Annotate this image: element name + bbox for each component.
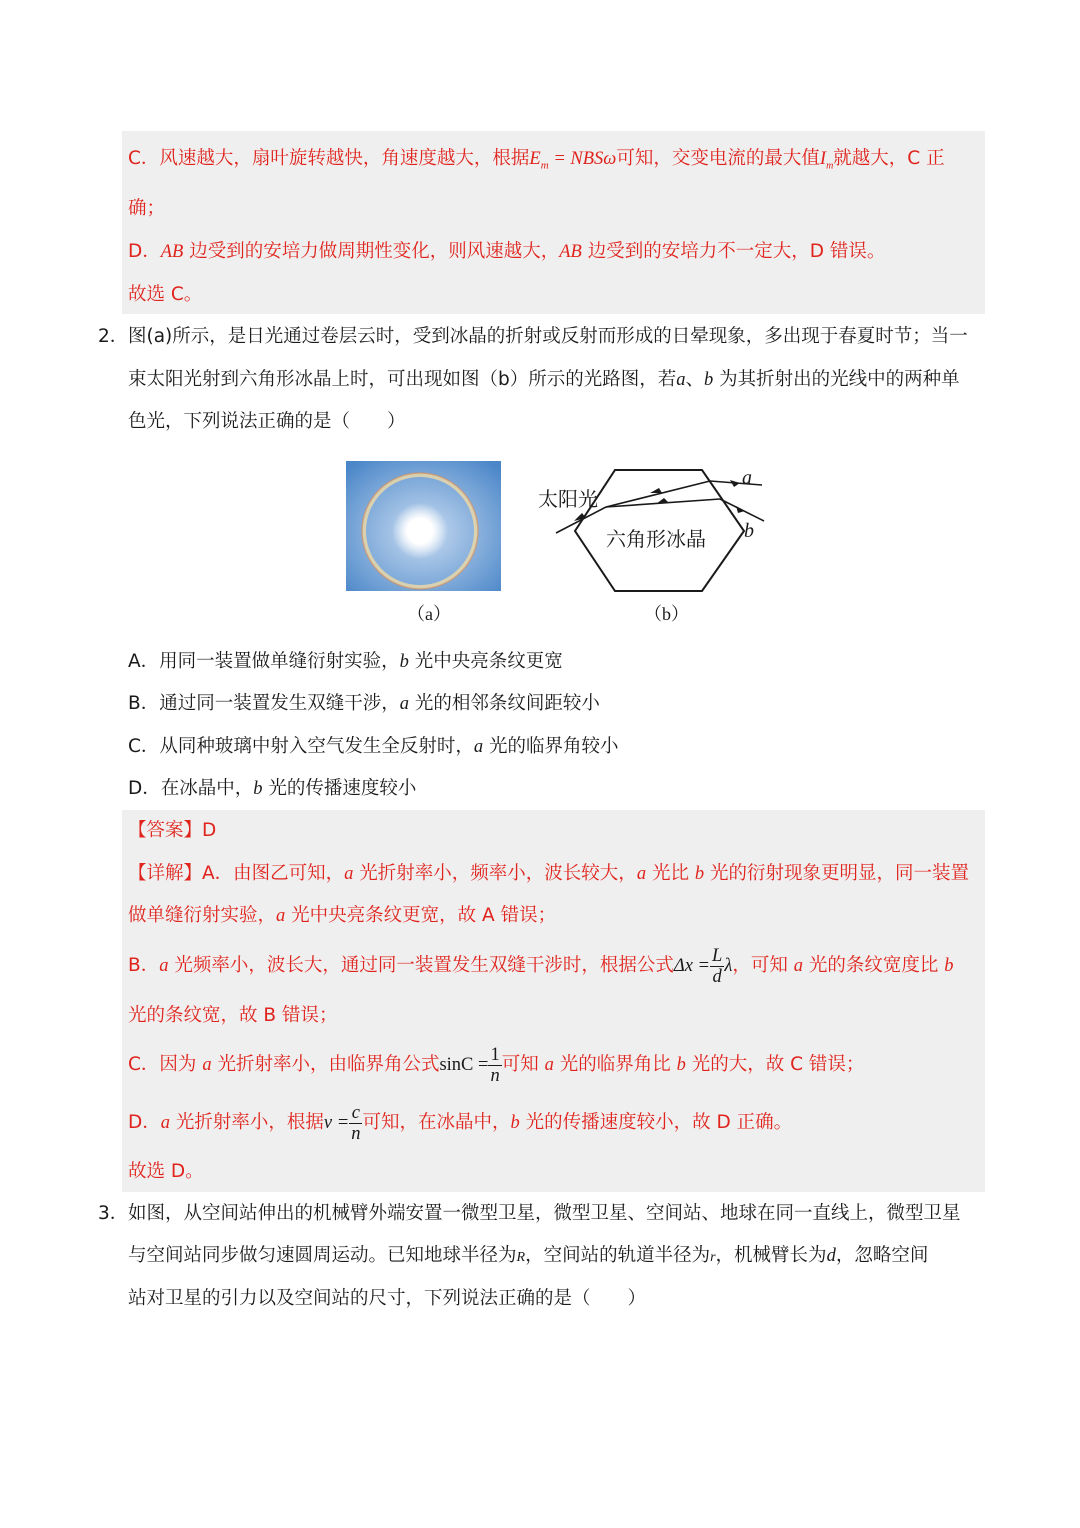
crystal-label: 六角形冰晶 (606, 527, 706, 551)
q2-detail-line1: 【详解】A．由图乙可知，a 光折射率小，频率小，波长较大，a 光比 b 光的衍射现象更明显，同一装置 (128, 863, 969, 884)
q2-detail-line3: B．a 光频率小，波长大，通过同一装置发生双缝干涉时，根据公式Δx = $\frac{L}{d}$ λ，可知 a 光的条纹宽度比 b (128, 946, 954, 988)
sun-halo-photo (346, 461, 501, 591)
q2-option-d: D．在冰晶中，b 光的传播速度较小 (128, 778, 417, 799)
q3-stem-line1: 如图，从空间站伸出的机械臂外端安置一微型卫星，微型卫星、空间站、地球在同一直线上，微型卫星 (128, 1203, 961, 1224)
q3-number: 3． (98, 1203, 129, 1224)
q2-answer: 【答案】D (128, 820, 217, 841)
q2-option-a: A．用同一装置做单缝衍射实验，b 光中央亮条纹更宽 (128, 651, 563, 672)
sunlight-label: 太阳光 (538, 487, 598, 511)
formula-im: $I_m$ (819, 149, 834, 172)
text: 可知，交变电流的最大值 (616, 148, 820, 169)
q2-option-c: C．从同种玻璃中射入空气发生全反射时，a 光的临界角较小 (128, 736, 619, 757)
q2-detail-line4: 光的条纹宽，故 B 错误； (128, 1005, 338, 1026)
fig-b-caption: （b） (644, 604, 689, 624)
q2-detail-line6: D．a 光折射率小，根据v = $\frac{c}{n}$ 可知，在冰晶中，b 光的传播速度较小，故 D 正确。 (128, 1103, 793, 1145)
ray-a-label: a (742, 467, 752, 489)
q2-detail-line2: 做单缝衍射实验，a 光中央亮条纹更宽，故 A 错误； (128, 905, 557, 926)
text: 就越大，C 正 (833, 148, 945, 169)
q1-option-c-explanation (128, 146, 945, 180)
q1-conclusion: 故选 C。 (128, 284, 203, 305)
formula-em: $E_m = NBS\omega$ (529, 149, 617, 172)
q1-option-c-cont: 确； (128, 198, 166, 219)
q2-option-b: B．通过同一装置发生双缝干涉，a 光的相邻条纹间距较小 (128, 693, 600, 714)
q3-stem-line3: 站对卫星的引力以及空间站的尺寸，下列说法正确的是（ ） (128, 1288, 647, 1309)
q2-conclusion: 故选 D。 (128, 1161, 204, 1182)
q2-detail-line5: C．因为 a 光折射率小，由临界角公式sinC = $\frac{1}{n}$ 可知 a 光的临界角比 b 光的大，故 C 错误； (128, 1045, 865, 1087)
q3-stem-line2: 与空间站同步做匀速圆周运动。已知地球半径为R，空间站的轨道半径为r，机械臂长为d，忽略空间 (128, 1245, 929, 1266)
q2-number: 2． (98, 326, 129, 347)
ray-b-label: b (744, 520, 754, 542)
q1-option-d-explanation: D．AB 边受到的安培力做周期性变化，则风速越大，AB 边受到的安培力不一定大，D 错误。 (128, 241, 886, 262)
fig-a-caption: （a） (407, 604, 451, 624)
q2-stem-line1: 图(a)所示，是日光通过卷层云时，受到冰晶的折射或反射而形成的日晕现象，多出现于春夏时节；当一 (128, 326, 968, 347)
q2-stem-line3: 色光，下列说法正确的是（ ） (128, 411, 406, 432)
q2-stem-line2: 束太阳光射到六角形冰晶上时，可出现如图（b）所示的光路图，若a、b 为其折射出的光线中的两种单 (128, 369, 960, 390)
text: C．风速越大，扇叶旋转越快，角速度越大，根据 (128, 148, 530, 169)
hexagon-crystal-diagram (530, 465, 780, 595)
